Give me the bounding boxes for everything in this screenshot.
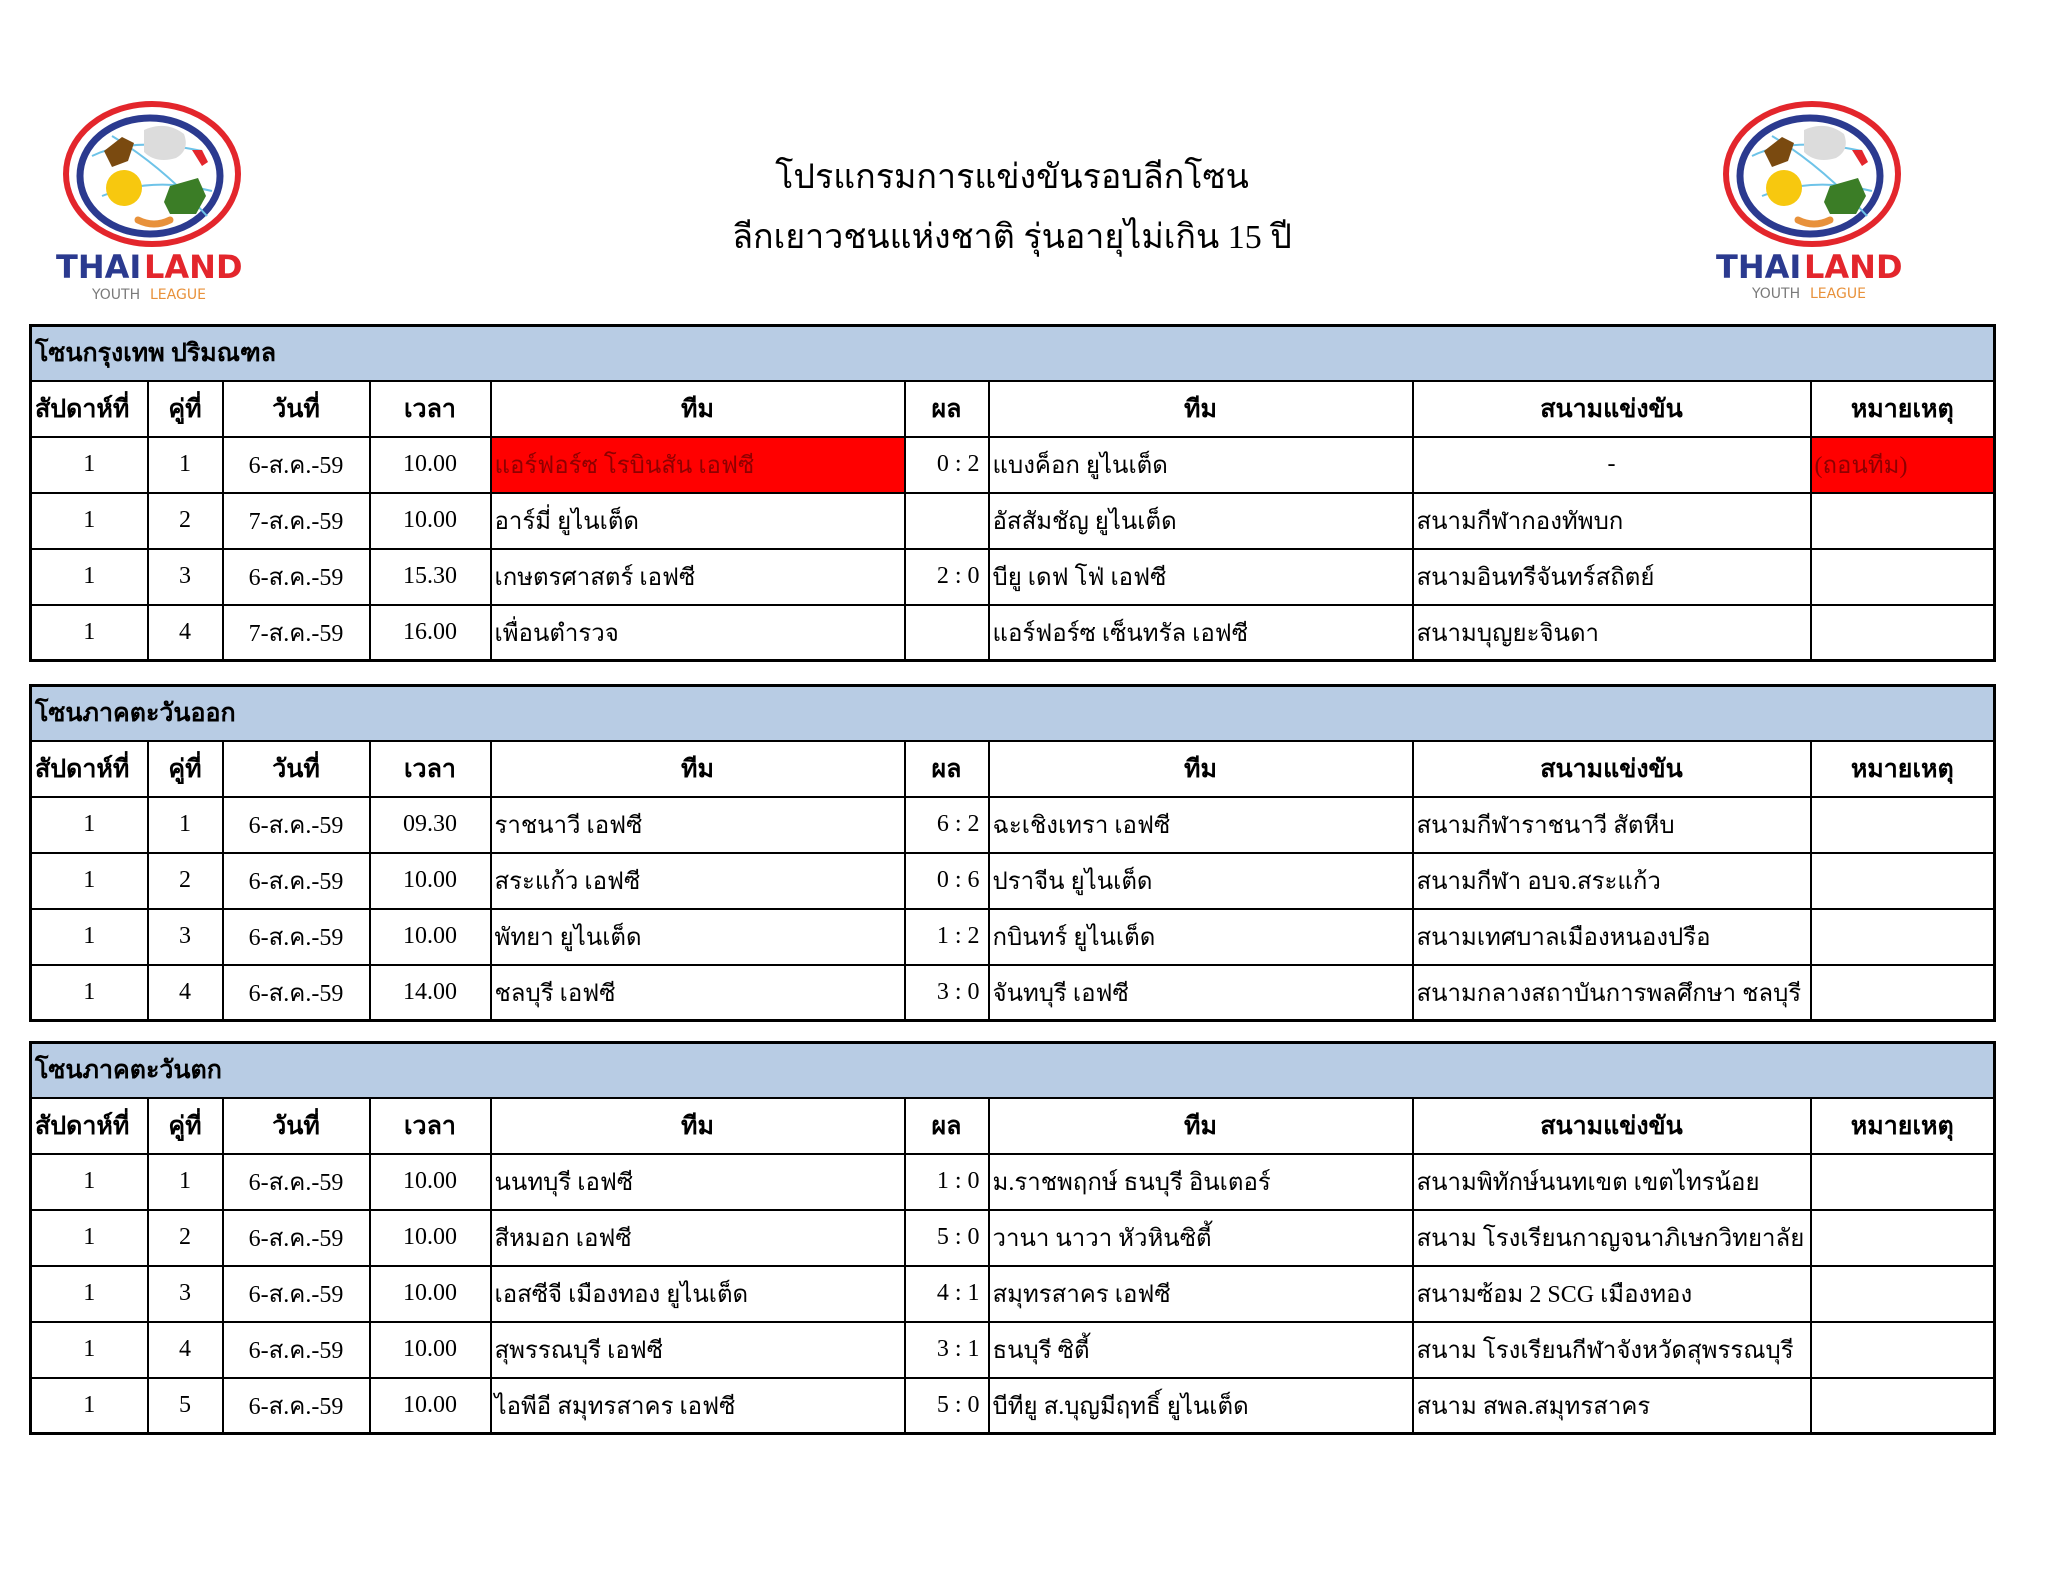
cell-home-team: ราชนาวี เอฟซี — [491, 797, 905, 853]
cell-time: 10.00 — [370, 1322, 491, 1378]
cell-home-team: พัทยา ยูไนเต็ด — [491, 909, 905, 965]
cell-date: 6-ส.ค.-59 — [223, 1266, 370, 1322]
column-header-home-team: ทีม — [491, 741, 905, 797]
cell-note — [1811, 1266, 1995, 1322]
column-header-away-team: ทีม — [989, 1098, 1413, 1154]
cell-away-team: จันทบุรี เอฟซี — [989, 965, 1413, 1021]
cell-venue: สนามกีฬากองทัพบก — [1413, 493, 1811, 549]
column-header-note: หมายเหตุ — [1811, 381, 1995, 437]
cell-date: 6-ส.ค.-59 — [223, 909, 370, 965]
cell-pair: 3 — [148, 909, 223, 965]
cell-week: 1 — [31, 493, 148, 549]
logo-word-land: LAND — [144, 248, 243, 286]
cell-note — [1811, 493, 1995, 549]
zone-table — [29, 324, 1996, 662]
cell-pair: 5 — [148, 1378, 223, 1434]
cell-venue: สนามกลางสถาบันการพลศึกษา ชลบุรี — [1413, 965, 1811, 1021]
column-header-date: วันที่ — [223, 1098, 370, 1154]
cell-score: 3 : 1 — [905, 1322, 989, 1378]
column-header-pair: คู่ที่ — [148, 381, 223, 437]
cell-time: 09.30 — [370, 797, 491, 853]
column-header-away-team: ทีม — [989, 381, 1413, 437]
cell-home-team: อาร์มี่ ยูไนเต็ด — [491, 493, 905, 549]
cell-week: 1 — [31, 1266, 148, 1322]
table-row — [31, 1378, 1995, 1434]
column-header-score: ผล — [905, 381, 989, 437]
column-header-date: วันที่ — [223, 381, 370, 437]
column-header-score: ผล — [905, 1098, 989, 1154]
cell-home-team: นนทบุรี เอฟซี — [491, 1154, 905, 1210]
cell-note — [1811, 549, 1995, 605]
column-header-row — [31, 1098, 1995, 1154]
cell-venue: สนาม โรงเรียนกาญจนาภิเษกวิทยาลัย — [1413, 1210, 1811, 1266]
cell-venue: - — [1413, 437, 1811, 493]
table-row — [31, 549, 1995, 605]
cell-away-team: บีทียู ส.บุญมีฤทธิ์ ยูไนเต็ด — [989, 1378, 1413, 1434]
cell-score: 0 : 2 — [905, 437, 989, 493]
cell-score: 1 : 2 — [905, 909, 989, 965]
cell-note — [1811, 853, 1995, 909]
column-header-venue: สนามแข่งขัน — [1413, 381, 1811, 437]
cell-date: 6-ส.ค.-59 — [223, 853, 370, 909]
cell-pair: 1 — [148, 797, 223, 853]
cell-week: 1 — [31, 437, 148, 493]
cell-pair: 2 — [148, 493, 223, 549]
cell-away-team: กบินทร์ ยูไนเต็ด — [989, 909, 1413, 965]
cell-note — [1811, 909, 1995, 965]
cell-venue: สนามพิทักษ์นนทเขต เขตไทรน้อย — [1413, 1154, 1811, 1210]
column-header-home-team: ทีม — [491, 1098, 905, 1154]
cell-home-team: สระแก้ว เอฟซี — [491, 853, 905, 909]
cell-home-team: เอสซีจี เมืองทอง ยูไนเต็ด — [491, 1266, 905, 1322]
cell-pair: 4 — [148, 1322, 223, 1378]
cell-pair: 4 — [148, 965, 223, 1021]
column-header-time: เวลา — [370, 741, 491, 797]
cell-home-team: แอร์ฟอร์ซ โรบินสัน เอฟซี — [491, 437, 905, 493]
cell-venue: สนามกีฬาราชนาวี สัตหีบ — [1413, 797, 1811, 853]
table-row — [31, 797, 1995, 853]
cell-home-team: สุพรรณบุรี เอฟซี — [491, 1322, 905, 1378]
cell-venue: สนาม สพล.สมุทรสาคร — [1413, 1378, 1811, 1434]
table-row — [31, 853, 1995, 909]
logo-word-land: LAND — [1804, 248, 1903, 286]
cell-time: 10.00 — [370, 1378, 491, 1434]
cell-away-team: แอร์ฟอร์ซ เซ็นทรัล เอฟซี — [989, 605, 1413, 661]
cell-score: 0 : 6 — [905, 853, 989, 909]
cell-date: 6-ส.ค.-59 — [223, 1154, 370, 1210]
cell-away-team: วานา นาวา หัวหินซิตี้ — [989, 1210, 1413, 1266]
cell-week: 1 — [31, 909, 148, 965]
column-header-week: สัปดาห์ที่ — [31, 1098, 148, 1154]
cell-score — [905, 605, 989, 661]
cell-venue: สนามบุญยะจินดา — [1413, 605, 1811, 661]
cell-week: 1 — [31, 853, 148, 909]
cell-score: 4 : 1 — [905, 1266, 989, 1322]
column-header-venue: สนามแข่งขัน — [1413, 741, 1811, 797]
cell-home-team: เพื่อนตำรวจ — [491, 605, 905, 661]
cell-score: 3 : 0 — [905, 965, 989, 1021]
cell-venue: สนามกีฬา อบจ.สระแก้ว — [1413, 853, 1811, 909]
table-row — [31, 493, 1995, 549]
cell-note — [1811, 605, 1995, 661]
cell-time: 10.00 — [370, 853, 491, 909]
cell-score: 5 : 0 — [905, 1378, 989, 1434]
cell-venue: สนามเทศบาลเมืองหนองปรือ — [1413, 909, 1811, 965]
logo-word-youth: YOUTH — [1752, 286, 1801, 302]
cell-week: 1 — [31, 605, 148, 661]
cell-time: 15.30 — [370, 549, 491, 605]
column-header-week: สัปดาห์ที่ — [31, 381, 148, 437]
cell-pair: 2 — [148, 1210, 223, 1266]
cell-time: 10.00 — [370, 437, 491, 493]
page-subtitle: ลีกเยาวชนแห่งชาติ รุ่นอายุไม่เกิน 15 ปี — [732, 219, 1292, 256]
cell-away-team: บียู เดฟ โฟ่ เอฟซี — [989, 549, 1413, 605]
column-header-time: เวลา — [370, 1098, 491, 1154]
column-header-week: สัปดาห์ที่ — [31, 741, 148, 797]
cell-note — [1811, 1154, 1995, 1210]
cell-away-team: ปราจีน ยูไนเต็ด — [989, 853, 1413, 909]
cell-score: 1 : 0 — [905, 1154, 989, 1210]
column-header-venue: สนามแข่งขัน — [1413, 1098, 1811, 1154]
table-row — [31, 1266, 1995, 1322]
logo-graphic — [52, 96, 252, 306]
cell-week: 1 — [31, 1210, 148, 1266]
page-title: โปรแกรมการแข่งขันรอบลีกโซน — [775, 159, 1249, 196]
cell-date: 6-ส.ค.-59 — [223, 1322, 370, 1378]
column-header-note: หมายเหตุ — [1811, 1098, 1995, 1154]
column-header-row — [31, 741, 1995, 797]
logo-word-league: LEAGUE — [1810, 286, 1866, 302]
column-header-row — [31, 381, 1995, 437]
table-row — [31, 1322, 1995, 1378]
cell-away-team: สมุทรสาคร เอฟซี — [989, 1266, 1413, 1322]
cell-week: 1 — [31, 965, 148, 1021]
table-row — [31, 605, 1995, 661]
cell-pair: 3 — [148, 549, 223, 605]
cell-home-team: เกษตรศาสตร์ เอฟซี — [491, 549, 905, 605]
column-header-home-team: ทีม — [491, 381, 905, 437]
table-row — [31, 1210, 1995, 1266]
table-row — [31, 1154, 1995, 1210]
cell-note — [1811, 1378, 1995, 1434]
cell-time: 10.00 — [370, 1154, 491, 1210]
cell-away-team: ม.ราชพฤกษ์ ธนบุรี อินเตอร์ — [989, 1154, 1413, 1210]
cell-week: 1 — [31, 549, 148, 605]
cell-week: 1 — [31, 1154, 148, 1210]
column-header-away-team: ทีม — [989, 741, 1413, 797]
cell-date: 7-ส.ค.-59 — [223, 605, 370, 661]
cell-score: 6 : 2 — [905, 797, 989, 853]
cell-pair: 1 — [148, 437, 223, 493]
column-header-pair: คู่ที่ — [148, 741, 223, 797]
logo-word-thai: THAI — [1716, 248, 1802, 286]
cell-venue: สนามซ้อม 2 SCG เมืองทอง — [1413, 1266, 1811, 1322]
logo-word-youth: YOUTH — [92, 287, 141, 303]
cell-date: 6-ส.ค.-59 — [223, 549, 370, 605]
column-header-score: ผล — [905, 741, 989, 797]
cell-time: 10.00 — [370, 493, 491, 549]
cell-note — [1811, 797, 1995, 853]
cell-note — [1811, 1210, 1995, 1266]
cell-score — [905, 493, 989, 549]
logo-word-thai: THAI — [56, 248, 142, 286]
cell-week: 1 — [31, 1378, 148, 1434]
zone-table — [29, 684, 1996, 1022]
cell-week: 1 — [31, 797, 148, 853]
column-header-date: วันที่ — [223, 741, 370, 797]
cell-away-team: ฉะเชิงเทรา เอฟซี — [989, 797, 1413, 853]
cell-time: 16.00 — [370, 605, 491, 661]
cell-date: 6-ส.ค.-59 — [223, 437, 370, 493]
cell-away-team: อัสสัมชัญ ยูไนเต็ด — [989, 493, 1413, 549]
cell-away-team: แบงค็อก ยูไนเต็ด — [989, 437, 1413, 493]
cell-venue: สนามอินทรีจันทร์สถิตย์ — [1413, 549, 1811, 605]
cell-away-team: ธนบุรี ซิตี้ — [989, 1322, 1413, 1378]
cell-date: 6-ส.ค.-59 — [223, 965, 370, 1021]
thailand-youth-league-logo-left — [52, 96, 252, 306]
cell-time: 14.00 — [370, 965, 491, 1021]
logo-word-league: LEAGUE — [150, 287, 206, 303]
table-row — [31, 437, 1995, 493]
table-row — [31, 965, 1995, 1021]
zone-title: โซนกรุงเทพ ปริมณฑล — [31, 326, 1995, 381]
column-header-time: เวลา — [370, 381, 491, 437]
cell-week: 1 — [31, 1322, 148, 1378]
cell-time: 10.00 — [370, 1210, 491, 1266]
cell-pair: 1 — [148, 1154, 223, 1210]
cell-time: 10.00 — [370, 1266, 491, 1322]
cell-home-team: สีหมอก เอฟซี — [491, 1210, 905, 1266]
cell-date: 6-ส.ค.-59 — [223, 1378, 370, 1434]
column-header-note: หมายเหตุ — [1811, 741, 1995, 797]
cell-note: (ถอนทีม) — [1811, 437, 1995, 493]
cell-score: 2 : 0 — [905, 549, 989, 605]
table-row — [31, 909, 1995, 965]
column-header-pair: คู่ที่ — [148, 1098, 223, 1154]
cell-date: 6-ส.ค.-59 — [223, 797, 370, 853]
cell-pair: 4 — [148, 605, 223, 661]
cell-date: 7-ส.ค.-59 — [223, 493, 370, 549]
cell-home-team: ชลบุรี เอฟซี — [491, 965, 905, 1021]
cell-pair: 2 — [148, 853, 223, 909]
cell-home-team: ไอพีอี สมุทรสาคร เอฟซี — [491, 1378, 905, 1434]
cell-date: 6-ส.ค.-59 — [223, 1210, 370, 1266]
zone-title: โซนภาคตะวันตก — [31, 1043, 1995, 1098]
cell-note — [1811, 965, 1995, 1021]
cell-pair: 3 — [148, 1266, 223, 1322]
zone-title: โซนภาคตะวันออก — [31, 686, 1995, 741]
cell-venue: สนาม โรงเรียนกีฬาจังหวัดสุพรรณบุรี — [1413, 1322, 1811, 1378]
zone-table — [29, 1041, 1996, 1435]
cell-time: 10.00 — [370, 909, 491, 965]
cell-note — [1811, 1322, 1995, 1378]
cell-score: 5 : 0 — [905, 1210, 989, 1266]
